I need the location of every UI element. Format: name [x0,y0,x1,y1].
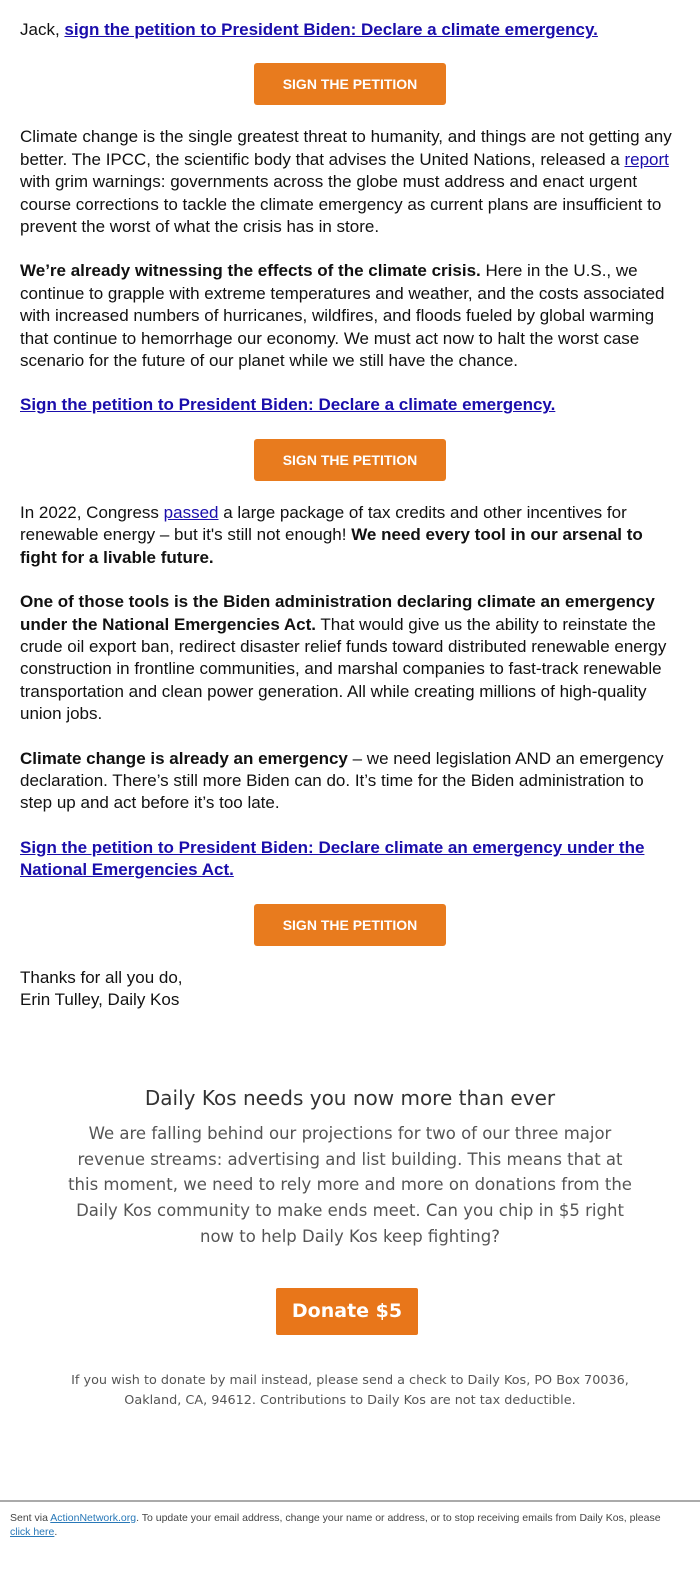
paragraph-ipcc: Climate change is the single greatest threat to humanity, and things are not getting any better. The IPCC, the scientific body that advises the United Nations, released a report with grim warnings: governments across the globe must address and enact urgent course corrections to tackle the climate emergency as current plans are insufficient to prevent the worst of what the crisis has in store. [20,127,672,237]
petition-link-middle[interactable]: Sign the petition to President Biden: Declare a climate emergency. [20,395,556,415]
greeting [20,19,680,41]
button-row [20,439,680,481]
sign-petition-button-2[interactable]: SIGN THE PETITION [254,439,446,481]
sign-petition-button-1[interactable]: SIGN THE PETITION [254,63,446,105]
petition-link-paragraph-3 [20,837,680,882]
greeting-name: Jack, [20,20,60,39]
button-row [20,904,680,946]
paragraph-effects: We’re already witnessing the effects of the climate crisis. Here in the U.S., we continue to grapple with extreme temperatures and weather, and the costs associated with increased numbers of hurricanes, wildfires, and floods fueled by global warming that continue to hemorrhage our economy. We must act now to halt the worst case scenario for the future of our planet while we still have the chance. [20,261,665,371]
signoff [20,967,680,1012]
footer: Sent via ActionNetwork.org. To update your email address, change your name or address, or to stop receiving emails from Daily Kos, please click here. [10,1512,661,1538]
petition-link-bottom[interactable]: Sign the petition to President Biden: Declare climate an emergency under the National Emergencies Act. [20,837,645,880]
footer-divider [0,1500,700,1502]
signoff-line-1: Thanks for all you do, [20,967,183,987]
actionnetwork-link[interactable]: ActionNetwork.org [50,1512,137,1524]
paragraph-emergency: Climate change is already an emergency – we need legislation AND an emergency declaration. There’s still more Biden can do. It’s time for the Biden administration to step up and act before it’s too late. [20,748,664,813]
appeal-body: We are falling behind our projections for two of our three major revenue streams: advertising and list building. This means that at this moment, we need to rely more and more on donations from the Daily Kos community to make ends meet. Can you chip in $5 right now to help Daily Kos keep fighting? [68,1124,632,1246]
passed-link[interactable]: passed [163,502,219,522]
mail-donation-note: If you wish to donate by mail instead, please send a check to Daily Kos, PO Box 70036, Oakland, CA, 94612. Contributions to Daily Kos are not tax deductible. [71,1373,629,1408]
report-link[interactable]: report [624,149,669,169]
petition-link-paragraph-2 [20,394,680,416]
appeal-title: Daily Kos needs you now more than ever [144,1086,556,1110]
paragraph-congress: In 2022, Congress passed a large package of tax credits and other incentives for renewable energy – but it's still not enough! We need every tool in our arsenal to fight for a livable future. [20,502,643,567]
paragraph-tools: One of those tools is the Biden administration declaring climate an emergency under the National Emergencies Act. That would give us the ability to reinstate the crude oil export ban, redirect disaster relief funds toward distributed renewable energy construction in frontline communities, and marshal companies to fast-track renewable transportation and clean power generation. All while creating millions of high-quality union jobs. [20,592,667,724]
email-body [20,18,680,1011]
petition-link-top[interactable]: sign the petition to President Biden: Declare a climate emergency. [64,20,598,39]
unsubscribe-link[interactable]: click here [10,1525,55,1538]
sign-petition-button-3[interactable]: SIGN THE PETITION [254,904,446,946]
signoff-line-2: Erin Tulley, Daily Kos [20,989,180,1009]
donate-button[interactable]: Donate $5 [276,1288,418,1335]
button-row [20,63,680,105]
